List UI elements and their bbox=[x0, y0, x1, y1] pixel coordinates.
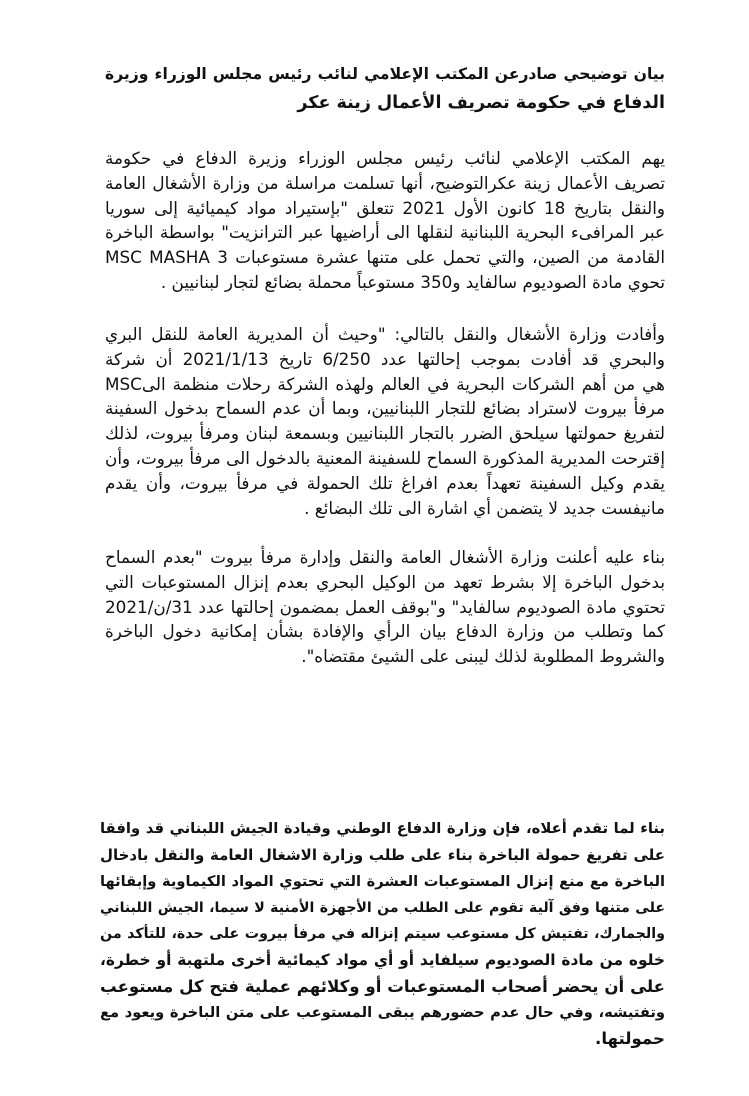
paragraph-ministry-response bbox=[105, 322, 665, 520]
paragraph-line: يقدم وكيل السفينة تعهداً بعدم افراغ تلك الحمولة في مرفأ بيروت، وأن يقدم bbox=[105, 472, 665, 493]
paragraph-line: MSC MASHA 3 القادمة من الصين، والتي تحمل على متنها عشرة مستوعبات bbox=[105, 247, 665, 268]
paragraph-line: يهم المكتب الإعلامي لنائب رئيس مجلس الوزراء وزيرة الدفاع في حكومة bbox=[105, 148, 665, 168]
paragraph-line: الباخرة مع منع إنزال المستوعبات العشرة التي تحتوي المواد الكيماوية وإبقائها bbox=[100, 872, 665, 890]
paragraph-line: على تفريغ حمولة الباخرة بناء على طلب وزارة الاشغال العامة والنقل بادخال bbox=[100, 846, 665, 865]
title-line: الدفاع في حكومة تصريف الأعمال زينة عكر bbox=[297, 93, 665, 113]
paragraph-line: على متنها وفق آلية تقوم على الطلب من الأجهزة الأمنية لا سيما، الجيش اللبناني bbox=[100, 899, 665, 916]
paragraph-line: تصريف الأعمال زينة عكرالتوضيح، أنها تسلمت مراسلة من وزارة الأشغال العامة bbox=[105, 172, 665, 193]
paragraph-line: بناء عليه أعلنت وزارة الأشغال العامة والنقل وإدارة مرفأ بيروت "بعدم السماح bbox=[105, 547, 665, 567]
paragraph-line: والجمارك، تفتيش كل مستوعب سيتم إنزاله في مرفأ بيروت على حدة، للتأكد من bbox=[100, 926, 665, 943]
paragraph-line: بدخول الباخرة إلا بشرط تعهد من الوكيل البحري بعدم إنزال المستوعبات التي bbox=[105, 571, 665, 592]
title-line: بيان توضيحي صادرعن المكتب الإعلامي لنائب رئيس مجلس الوزراء وزيرة bbox=[105, 65, 665, 83]
paragraph-line: وأفادت وزارة الأشغال والنقل بالتالي: "وحيث أن المديرية العامة للنقل البري bbox=[105, 324, 665, 344]
paragraph-statement bbox=[105, 146, 665, 295]
paragraph-line: حمولتها. bbox=[595, 1029, 665, 1049]
paragraph-line: مرفأ بيروت لاستراد بضائع للتجار اللبنانيين، وبما أن عدم السماح بدخول السفينة bbox=[105, 398, 665, 419]
paragraph-line: تحتوي مادة الصوديوم سالفايد" و"بوقف العمل بمضمون إحالتها عدد 31/ن/2021 bbox=[105, 596, 665, 617]
paragraph-line: عبر المرافىء البحرية اللبنانية لنقلها الى أراضيها عبر الترانزيت" بواسطة الباخرة bbox=[105, 222, 665, 243]
page-title bbox=[105, 60, 665, 118]
paragraph-line: والنقل بتاريخ 18 كانون الأول 2021 تتعلق "بإستيراد مواد كيميائية إلى سوريا bbox=[105, 197, 665, 218]
paragraph-line: خلوه من مادة الصوديوم سيلفايد أو أي مواد كيمائية أخرى ملتهبة أو خطرة، bbox=[100, 951, 665, 970]
paragraph-line: وتفتيشه، وفي حال عدم حضورهم يبقى المستوعب على متن الباخرة ويعود مع bbox=[100, 1004, 665, 1022]
paragraph-line: على أن يحضر أصحاب المستوعبات أو وكلائهم عملية فتح كل مستوعب bbox=[100, 976, 665, 996]
paragraph-line: MSCهي من أهم الشركات البحرية في العالم ولهذه الشركة رحلات منظمة الى bbox=[105, 373, 665, 394]
paragraph-line: والشروط المطلوبة لذلك ليبنى على الشيئ مقتضاه". bbox=[301, 646, 665, 667]
paragraph-closing-decision bbox=[100, 816, 665, 1053]
paragraph-line: لتفريغ حمولتها سيلحق الضرر بالتجار اللبنانيين وبسمعة لبنان ومرفأ بيروت، لذلك bbox=[105, 423, 665, 444]
paragraph-line: إقترحت المديرية المذكورة السماح للسفينة المعنية بالدخول الى مرفأ بيروت، وأن bbox=[105, 447, 665, 468]
paragraph-line: والبحري قد أفادت بموجب إحالتها عدد 6/250 تاريخ 2021/1/13 أن شركة bbox=[105, 348, 666, 369]
paragraph-port-decision bbox=[105, 545, 665, 669]
paragraph-line: مانيفست جديد لا يتضمن أي اشارة الى تلك البضائع . bbox=[304, 497, 665, 518]
paragraph-line: كما وتطلب من وزارة الدفاع بيان الرأي والإفادة بشأن إمكانية دخول الباخرة bbox=[105, 621, 665, 642]
paragraph-line: تحوي مادة الصوديوم سالفايد و350 مستوعباً محملة بضائع لتجار لبنانيين . bbox=[160, 271, 665, 292]
paragraph-line: بناء لما تقدم أعلاه، فإن وزارة الدفاع الوطني وقيادة الجيش اللبناني قد وافقا bbox=[100, 820, 665, 837]
